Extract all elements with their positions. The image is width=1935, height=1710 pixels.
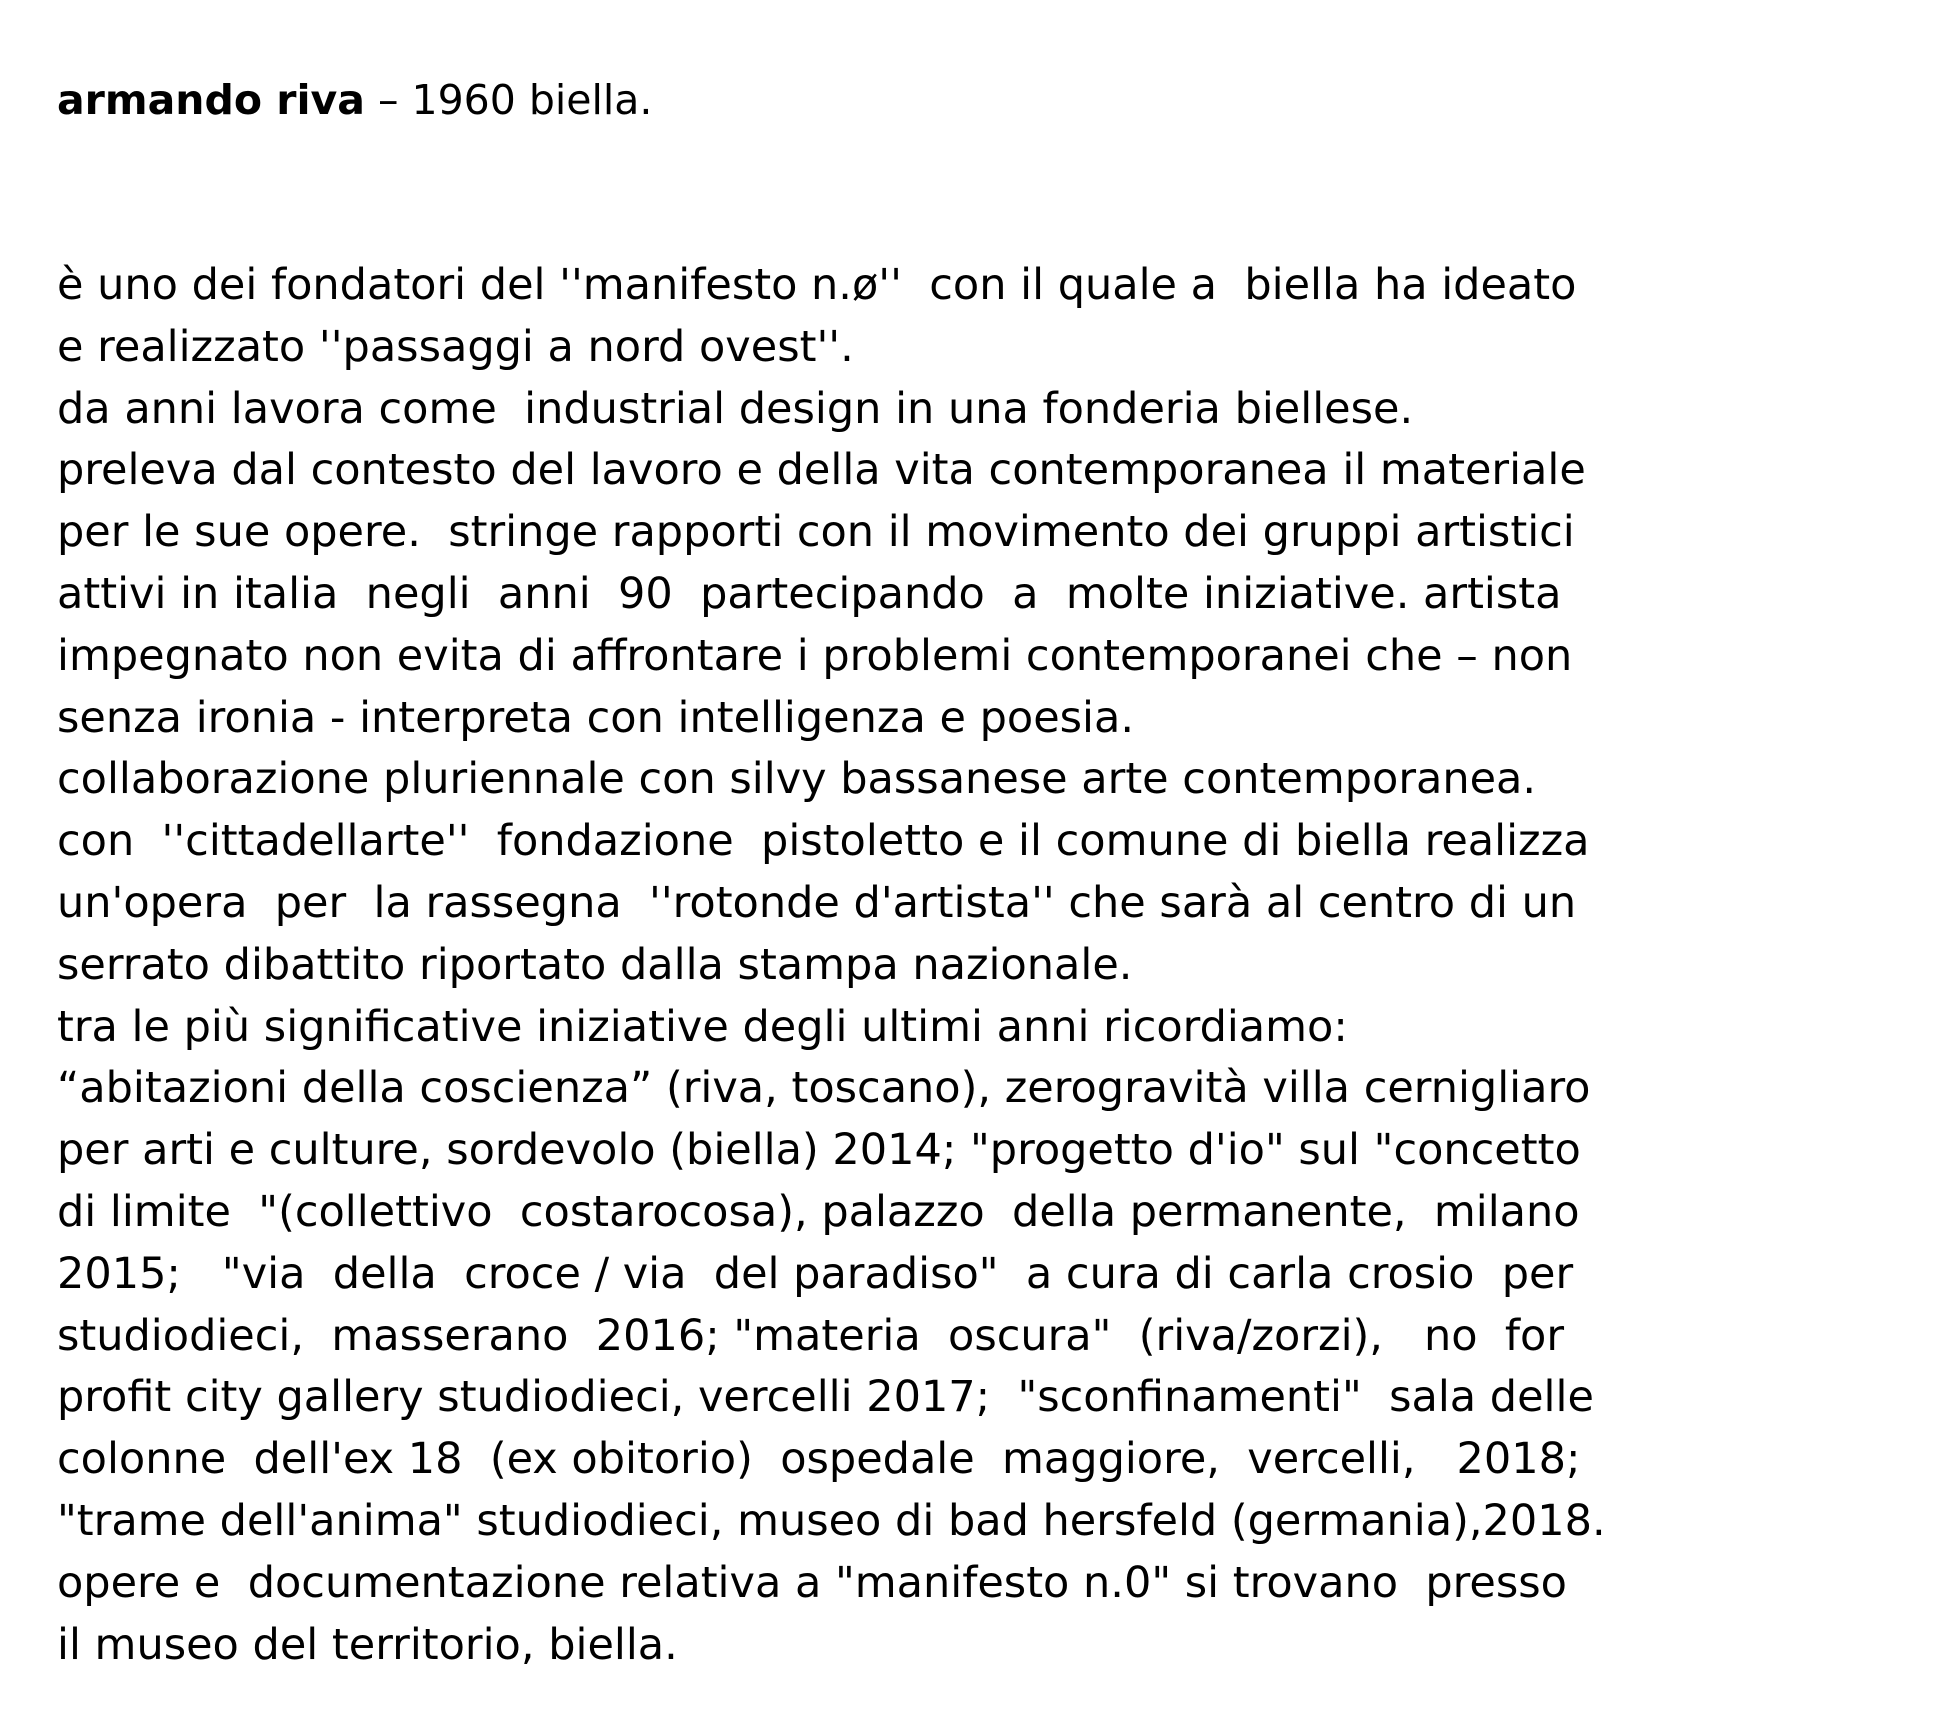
bio-line: e realizzato ''passaggi a nord ovest''. xyxy=(57,321,854,372)
bio-line: 2015; "via della croce / via del paradiso" a cura di carla crosio per xyxy=(57,1248,1574,1299)
bio-line: studiodieci, masserano 2016; "materia oscura" (riva/zorzi), no for xyxy=(57,1310,1564,1361)
biography-text xyxy=(57,255,1606,1676)
bio-line: preleva dal contesto del lavoro e della vita contemporanea il materiale xyxy=(57,445,1586,496)
bio-line: senza ironia - interpreta con intelligenza e poesia. xyxy=(57,692,1135,743)
bio-line: collaborazione pluriennale con silvy bassanese arte contemporanea. xyxy=(57,754,1537,805)
bio-line: impegnato non evita di affrontare i problemi contemporanei che – non xyxy=(57,630,1573,681)
artist-heading xyxy=(57,74,652,126)
bio-line: "trame dell'anima" studiodieci, museo di bad hersfeld (germania),2018. xyxy=(57,1495,1606,1546)
bio-line: da anni lavora come industrial design in una fonderia biellese. xyxy=(57,383,1414,434)
bio-line: tra le più significative iniziative degli ultimi anni ricordiamo: xyxy=(57,1001,1348,1052)
bio-line: attivi in italia negli anni 90 partecipando a molte iniziative. artista xyxy=(57,568,1562,619)
bio-line: serrato dibattito riportato dalla stampa nazionale. xyxy=(57,939,1133,990)
bio-line: con ''cittadellarte'' fondazione pistoletto e il comune di biella realizza xyxy=(57,816,1590,867)
bio-line: “abitazioni della coscienza” (riva, toscano), zerogravità villa cernigliaro xyxy=(57,1063,1591,1114)
artist-name: armando riva xyxy=(57,76,365,124)
bio-line: un'opera per la rassegna ''rotonde d'artista'' che sarà al centro di un xyxy=(57,877,1577,928)
bio-line: il museo del territorio, biella. xyxy=(57,1619,678,1670)
bio-line: per arti e culture, sordevolo (biella) 2014; "progetto d'io" sul "concetto xyxy=(57,1125,1581,1176)
bio-line: colonne dell'ex 18 (ex obitorio) ospedale maggiore, vercelli, 2018; xyxy=(57,1434,1581,1485)
bio-line: è uno dei fondatori del ''manifesto n.ø'' con il quale a biella ha ideato xyxy=(57,260,1577,310)
bio-line: profit city gallery studiodieci, vercelli 2017; "sconfinamenti" sala delle xyxy=(57,1372,1594,1423)
bio-line: opere e documentazione relativa a "manifesto n.0" si trovano presso xyxy=(57,1557,1567,1608)
artist-birth-info: – 1960 biella. xyxy=(364,76,653,124)
bio-line: per le sue opere. stringe rapporti con il movimento dei gruppi artistici xyxy=(57,507,1575,558)
bio-line: di limite "(collettivo costarocosa), palazzo della permanente, milano xyxy=(57,1186,1580,1237)
